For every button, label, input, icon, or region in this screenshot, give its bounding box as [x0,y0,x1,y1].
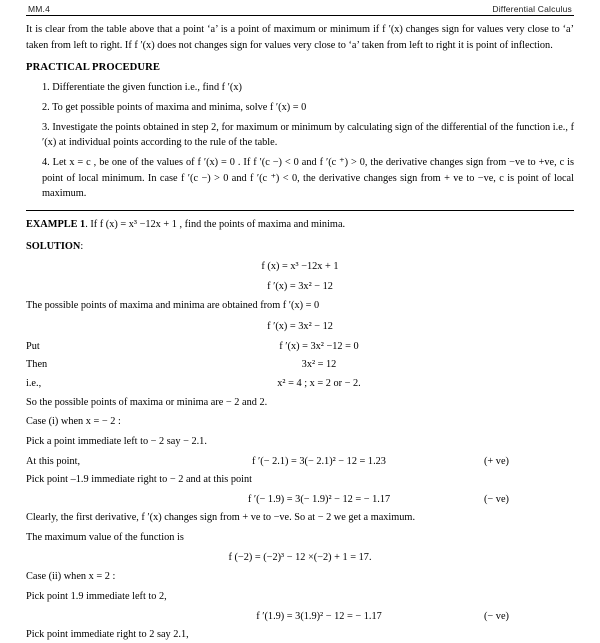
case-1-at-label: At this point, [26,455,81,467]
ie-label: i.e., [26,377,42,389]
example-heading [26,217,574,233]
then-label: Then [26,359,48,371]
so-possible-points-line: So the possible points of maxima or minima are − 2 and 2. [26,396,268,408]
equation-put: f ′(x) = 3x² −12 = 0 [279,340,359,352]
solution-label: SOLUTION [26,240,81,252]
case-1-label: Case (i) when x = − 2 : [26,416,121,428]
case-1-maximum-equation: f (−2) = (−2)³ − 12 ×(−2) + 1 = 17. [228,551,372,563]
example-statement: . If f (x) = x³ −12x + 1 , find the points of maxima and minima. [85,218,346,230]
case-1-maximum-line: The maximum value of the function is [26,532,184,544]
case-1-sign-2: (− ve) [484,493,509,505]
case-1-at-row [26,454,574,470]
practical-procedure-heading: PRACTICAL PROCEDURE [26,62,161,74]
procedure-step-3: 3. Investigate the points obtained in step 2, for maximum or minimum by calculating sign of the differential of the function i.e., f ′(x) at individual points according to the rule of the table. [42,121,574,149]
procedure-step-1: 1. Differentiate the given function i.e., find f ′(x) [42,82,242,94]
equation-then: 3x² = 12 [301,359,337,371]
case-2-pick-line: Pick point 1.9 immediate left to 2, [26,591,167,603]
header-right-text: Differential Calculus [492,4,572,14]
document-body [26,22,574,643]
intro-paragraph: It is clear from the table above that a point ‘a’ is a point of maximum or minimum if f ′(x) changes sign for values very close to ‘a’ taken from left to right. If f ′(x) does not changes sign for values very close to ‘a’ taken from left to right it is point of inflection. [26,24,574,51]
possible-points-line: The possible points of maxima and minima are obtained from f ′(x) = 0 [26,300,320,312]
case-2-equation: f ′(1.9) = 3(1.9)² − 12 = − 1.17 [256,610,382,622]
case-1-equation-2: f ′(− 1.9) = 3(− 1.9)² − 12 = − 1.17 [247,493,391,505]
case-1-pick2-line: Pick point –1.9 immediate right to − 2 and at this point [26,474,253,486]
case-1-sign: (+ ve) [484,455,509,467]
section-divider [26,210,574,211]
header-left-text: MM.4 [28,4,51,14]
case-1-equation: f ′(− 2.1) = 3(− 2.1)² − 12 = 1.23 [252,455,386,467]
solution-colon: : [80,240,84,252]
case-1-clearly-line: Clearly, the first derivative, f ′(x) changes sign from + ve to −ve. So at − 2 we get a maximum. [26,512,416,524]
then-row [26,357,574,373]
solution-heading [26,239,574,255]
equation-fprime-repeat: f ′(x) = 3x² − 12 [267,321,333,333]
case-2-pick2-line: Pick point immediate right to 2 say 2.1, [26,629,189,641]
procedure-step-2: 2. To get possible points of maxima and minima, solve f ′(x) = 0 [42,102,307,114]
page-header [26,4,574,16]
case-2-eq-row [26,609,574,625]
put-row [26,339,574,355]
procedure-step-4: 4. Let x = c , be one of the values of f ′(x) = 0 . If f ′(c −) < 0 and f ′(c ⁺) > 0, the derivative changes sign from −ve to +ve, c is point of local minimum. In case f ′(c −) > 0 and f ′(c ⁺) < 0, the derivative changes sign from + ve to −ve, c is point of local maximum. [42,156,574,200]
equation-fx: f (x) = x³ −12x + 1 [261,261,339,273]
case-1-pick-line: Pick a point immediate left to − 2 say − 2.1. [26,435,207,447]
equation-ie: x² = 4 ; x = 2 or − 2. [277,377,361,389]
ie-row [26,376,574,392]
case-2-sign: (− ve) [484,610,509,622]
example-label: EXAMPLE 1 [26,218,86,230]
case-2-label: Case (ii) when x = 2 : [26,571,116,583]
case-1-eq2-row [26,492,574,508]
put-label: Put [26,340,40,352]
equation-fprime: f ′(x) = 3x² − 12 [267,280,333,292]
